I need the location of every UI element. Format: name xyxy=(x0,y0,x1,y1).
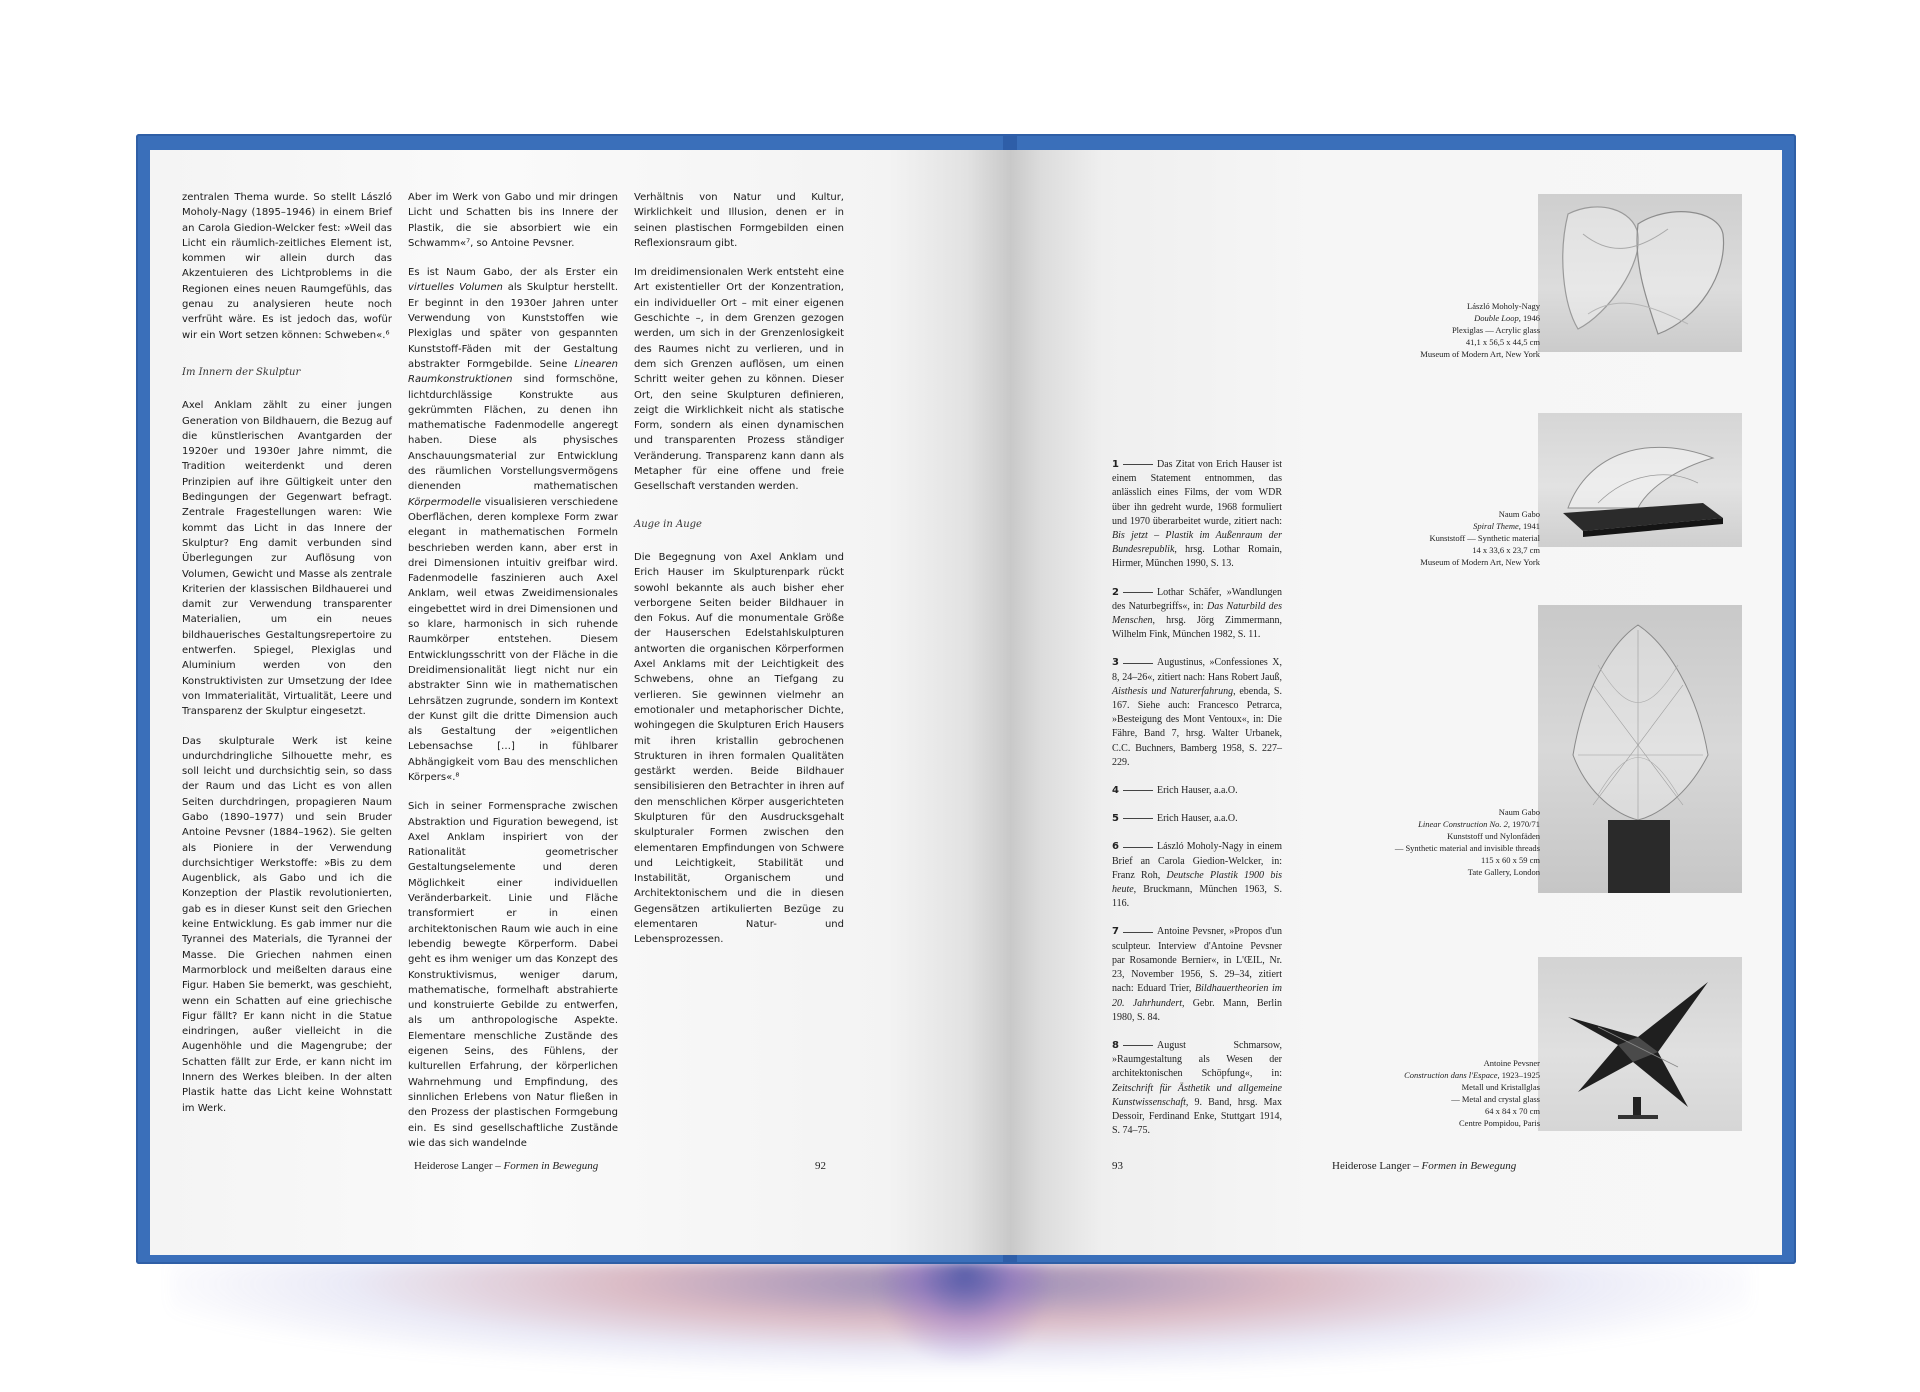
emphasis: Körpermodelle xyxy=(408,496,482,508)
note-number: 8 xyxy=(1112,1039,1119,1051)
caption-year: , 1946 xyxy=(1518,313,1540,323)
running-footer xyxy=(1332,1160,1516,1172)
caption-line: — Synthetic material and invisible threads xyxy=(1394,843,1540,853)
note-text: , Bruckmann, München 1963, S. 116. xyxy=(1112,884,1282,910)
note-text: , Gebr. Mann, Berlin 1980, S. 84. xyxy=(1112,997,1282,1023)
page-number: 93 xyxy=(1112,1160,1123,1172)
paragraph: Axel Anklam zählt zu einer jungen Generation von Bildhauern, die Bezug auf die künstlerischen Avantgarden der 1920er und 1930er Jahre nimmt, die Tradition weiterdenkt und deren Prinzipien auf ihre Gültigkeit unter den Bedingungen der Gegenwart befragt. Zentrale Fragestellungen waren: Wie kommt das Licht in das Innere der Skulptur? Eng damit verbunden sind Überlegungen zur Auflösung von Volumen, Gewicht und Masse als zentrale Kriterien der klassischen Bildhauerei und damit zur Verwendung transparenter Materialien, um ein neues bildhauerisches Gestaltungsrepertoire zu entwerfen. Spiegel, Plexiglas und Aluminium werden von den Konstruktivisten zur Umsetzung der Idee von Immaterialität, Virtualität, Leere und Transparenz der Skulptur eingesetzt. xyxy=(182,400,392,718)
sculpture-illustration xyxy=(1538,194,1742,352)
emphasis: virtuelles Volumen xyxy=(408,282,503,294)
footer-separator: – xyxy=(492,1160,504,1172)
section-heading: Auge in Auge xyxy=(634,518,702,530)
left-page xyxy=(150,150,1010,1255)
note-text: , 9. Band, hrsg. Max Dessoir, Ferdinand Enke, Stuttgart 1914, S. 74–75. xyxy=(1112,1096,1282,1137)
emphasis: Linearen Raumkonstruktionen xyxy=(408,358,618,386)
paragraph: Die Begegnung von Axel Anklam und Erich Hauser im Skulpturenpark rückt sowohl bekannte als auch bisher eher verborgene Seiten beider Bildhauer in den Fokus. Auf die monumentale Größe der Hauserschen Edelstahlskulpturen antworten die organischen Körperformen Axel Anklams mit der Leichtigkeit des Schwebens, ohne an Tiefgang zu verlieren. Sie gewinnen vielmehr an emotionaler und metaphorischer Dichte, wohingegen die Skulpturen Erich Hausers mit ihren kristallin gebrochenen Strukturen in ihren formalen Qualitäten gestärkt werden. Beide Bildhauer sensibilisieren den Betrachter in ihren auf den menschlichen Körper ausgerichteten Skulpturen für den Ausdrucksgehalt skulpturaler Formen zwischen den elementaren Empfindungen von Schwere und Leichtigkeit, Stabilität und Instabilität, Organischem und Architektonischem und die in diesen Gegensätzen artikulierten Bezüge zu elementaren Natur- und Lebensprozessen. xyxy=(634,551,844,946)
note-number: 2 xyxy=(1112,586,1119,598)
caption-line: Kunststoff — Synthetic material xyxy=(1429,533,1540,543)
figure-caption xyxy=(1380,508,1540,568)
sculpture-illustration xyxy=(1538,957,1742,1131)
note-title: Bis jetzt – Plastik im Außenraum der Bundesrepublik xyxy=(1112,530,1282,556)
note-title: Aisthesis und Naturerfahrung xyxy=(1112,685,1234,697)
running-footer xyxy=(414,1160,598,1172)
footer-title: Formen in Bewegung xyxy=(1421,1160,1517,1172)
note-dash xyxy=(1123,1045,1153,1046)
section-heading: Im Innern der Skulptur xyxy=(182,366,301,378)
sculpture-photo-linear-construction xyxy=(1538,605,1742,893)
note-number: 1 xyxy=(1112,459,1119,470)
note-text: Das Zitat von Erich Hauser ist einem Statement entnommen, das anlässlich eines Films, der vom WDR über ihn gedreht wurde, 1968 formuliert und 1970 überarbeitet wurde, zitiert nach: xyxy=(1112,459,1282,527)
note-dash xyxy=(1123,663,1153,664)
caption-line: Kunststoff und Nylonfäden xyxy=(1447,831,1540,841)
note-title: Deutsche Plastik 1900 bis heute xyxy=(1112,869,1282,896)
right-page xyxy=(1010,150,1782,1255)
text-column-3 xyxy=(634,190,844,962)
figure-caption xyxy=(1380,1057,1540,1129)
caption-line: 64 x 84 x 70 cm xyxy=(1484,1106,1540,1116)
figure-caption xyxy=(1380,300,1540,360)
note-title: Das Naturbild des Menschen xyxy=(1112,600,1283,627)
caption-line: Metall und Kristallglas xyxy=(1461,1082,1540,1092)
footer-author: Heiderose Langer xyxy=(414,1160,493,1172)
sculpture-photo-double-loop xyxy=(1538,194,1742,352)
text-column-2 xyxy=(408,190,618,1165)
caption-title: Spiral Theme xyxy=(1473,521,1519,531)
endnote xyxy=(1112,812,1282,826)
note-number: 3 xyxy=(1112,657,1119,669)
page-number: 92 xyxy=(815,1160,826,1172)
note-dash xyxy=(1123,932,1153,933)
endnotes xyxy=(1112,458,1282,1152)
caption-line: Museum of Modern Art, New York xyxy=(1420,349,1540,359)
paragraph: zentralen Thema wurde. So stellt László Moholy-Nagy (1895–1946) in einem Brief an Carola Giedion-Welcker fest: »Weil das Licht ein räumlich-zeitliches Element ist, kommen wir allein durch das Akzentuieren des Lichtproblems in die Regionen eines neuen Raumgefühls, das genau zu analysieren heute noch verfrüht wäre. Es ist jedoch das, wofür wir ein Wort setzen können: Schweben«.⁶ xyxy=(182,192,392,341)
note-dash xyxy=(1123,847,1153,848)
note-text: Lothar Schäfer, »Wandlungen des Naturbegriffs«, in: xyxy=(1112,586,1282,612)
caption-line: 41,1 x 56,5 x 44,5 cm xyxy=(1465,337,1540,347)
note-text: , hrsg. Jörg Zimmermann, Wilhelm Fink, München 1982, S. 11. xyxy=(1112,615,1282,641)
caption-line: Plexiglas — Acrylic glass xyxy=(1451,325,1540,335)
text-run: sind formschöne, lichtdurchlässige Konstrukte aus gekrümmten Flächen, zu denen ihn mathematische Fadenmodelle angeregt haben. Diese als physisches Anschauungsmaterial zur Entwicklung des räumlichen Vorstellungsvermögens dienenden mathematischen xyxy=(408,374,618,493)
paragraph: Das skulpturale Werk ist keine undurchdringliche Silhouette mehr, es soll leicht und durchsichtig sein, so dass der Raum und das Licht es von allen Seiten durchdringen, propagieren Naum Gabo (1890–1977) und sein Bruder Antoine Pevsner (1884–1962). Sie gelten als Pioniere in der Verwendung durchsichtiger Werkstoffe: »Bis zu dem Augenblick, als Gabo und ich die Konzeption der Plastik revolutionierten, gab es in dieser Kunst seit den Griechen keine Entwicklung. Es gab immer nur die Tyrannei des Materials, die Tyrannei der Masse. Die Griechen nahmen einen Marmorblock und meißelten daraus eine Figur. Haben Sie bemerkt, was geschieht, wenn ein Schatten auf eine griechische Figur fällt? Er kann nicht in die Statue eindringen, außer vielleicht in die Augenhöhle und die Magengrube; der Schatten fällt zur Erde, er kann nicht im Innern des Werkes bleiben. In der alten Plastik hatte das Licht keine Wohnstatt im Werk. xyxy=(182,735,392,1114)
text-column-1 xyxy=(182,190,392,1130)
caption-title: Double Loop xyxy=(1474,313,1519,323)
paragraph xyxy=(408,265,618,785)
caption-year: , 1941 xyxy=(1518,521,1540,531)
note-number: 7 xyxy=(1112,926,1119,938)
note-number: 6 xyxy=(1112,841,1119,853)
note-title: Bildhauertheorien im 20. Jahrhundert xyxy=(1112,983,1282,1009)
caption-artist: Naum Gabo xyxy=(1498,807,1540,817)
note-dash xyxy=(1123,790,1153,791)
footer-author: Heiderose Langer xyxy=(1332,1160,1411,1172)
endnote xyxy=(1112,840,1282,911)
note-dash xyxy=(1123,592,1153,593)
paragraph: Im dreidimensionalen Werk entsteht eine Art existentieller Ort der Konzentration, ein individueller Ort – mit einer eigenen Geschichte –, in dem Grenzen gezogen werden, um sich in der Grenzenlosigkeit des Raumes nicht zu verlieren, und in dem sich Grenzen auflösen, um einen Schritt weiter gehen zu können. Dieser Ort, den seine Skulpturen definieren, zeigt die Wirklichkeit nicht als statische Form, sondern als einen dynamischen und transparenten Prozess ständiger Veränderung. Transparenz kann dann als Metapher für eine offene und freie Gesellschaft verstanden werden. xyxy=(634,267,844,493)
note-text: Erich Hauser, a.a.O. xyxy=(1156,785,1238,797)
footer-separator: – xyxy=(1410,1160,1422,1172)
caption-title: Construction dans l'Espace xyxy=(1404,1070,1498,1080)
note-text: August Schmarsow, »Raumgestaltung als Wesen der architektonischen Schöpfung«, in: xyxy=(1112,1039,1282,1080)
caption-line: 115 x 60 x 59 cm xyxy=(1481,855,1540,865)
note-title: Zeitschrift für Ästhetik und allgemeine Kunstwissenschaft xyxy=(1112,1082,1282,1108)
footer-title: Formen in Bewegung xyxy=(503,1160,599,1172)
endnote xyxy=(1112,656,1282,770)
figure-caption xyxy=(1380,806,1540,878)
note-text: , ebenda, S. 167. Siehe auch: Francesco Petrarca, »Besteigung des Mont Ventoux«, in: Die Fähre, Band 7, hrsg. Walter Urbanek, C.C. Buchners, Bamberg 1958, S. 227–229. xyxy=(1112,685,1282,768)
text-run: visualisieren verschiedene Oberflächen, deren komplexe Form zwar elegant in mathematischen Formeln beschrieben werden kann, aber erst in drei Dimensionen intuitiv greifbar wird. Fadenmodelle faszinieren auch Axel Anklam, weil etwas Zweidimensionales eingebettet wird in drei Dimensionen und so klare, harmonisch in sich ruhende Raumkörper entstehen. Diesem Entwicklungsschritt von der Fläche in die Dreidimensionalität liegt nicht nur ein abstrakter Sinn wie in mathematischen Lehrsätzen zugrunde, sondern im Kontext der Kunst gilt die dritte Dimension auch als Gestaltung der »eigentlichen Lebensachse […] in fühlbarer Abhängigkeit vom Bau des menschlichen Körpers«.⁸ xyxy=(408,496,618,783)
caption-artist: Naum Gabo xyxy=(1498,509,1540,519)
caption-line: Museum of Modern Art, New York xyxy=(1420,557,1540,567)
endnote xyxy=(1112,586,1282,643)
note-dash xyxy=(1123,818,1153,819)
caption-line: Centre Pompidou, Paris xyxy=(1459,1118,1540,1128)
caption-year: , 1923–1925 xyxy=(1497,1070,1540,1080)
text-run: Es ist Naum Gabo, der als Erster ein xyxy=(408,267,618,279)
note-number: 5 xyxy=(1112,813,1119,825)
note-text: , hrsg. Lothar Romain, Hirmer, München 1990, S. 13. xyxy=(1112,544,1282,570)
note-number: 4 xyxy=(1112,785,1119,797)
sculpture-illustration xyxy=(1538,413,1742,547)
paragraph: Verhältnis von Natur und Kultur, Wirklichkeit und Illusion, denen er in seinen plastischen Formgebilden einen Reflexionsraum gibt. xyxy=(634,192,844,249)
text-run: als Skulptur herstellt. Er beginnt in den 1930er Jahren unter Verwendung von Kunststoffen wie Plexiglas und später von gespannten Kunststoff-Fäden mit der Gestaltung abstrakter Formgebilde. Seine xyxy=(408,282,618,370)
note-text: Augustinus, »Confessiones X, 8, 24–26«, zitiert nach: Hans Robert Jauß, xyxy=(1112,657,1282,683)
caption-year: , 1970/71 xyxy=(1507,819,1540,829)
caption-line: — Metal and crystal glass xyxy=(1451,1094,1540,1104)
paragraph: Sich in seiner Formensprache zwischen Abstraktion und Figuration bewegend, ist Axel Anklam inspiriert von der Rationalität geometrischer Gestaltungselemente und deren Möglichkeit einer individuellen Veränderbarkeit. Linie und Fläche transformiert er in einen architektonischen Raum wie auch in eine lebendig bewegte Körperform. Dabei geht es ihm weniger um das Konzept des Konstruktivismus, weniger darum, mathematische, formelhaft abstrahierte und konstruierte Gebilde zu entwerfen, als um anthropologische Aspekte. Elementare menschliche Zustände des eigenen Seins, des Fühlens, der kulturellen Erfahrung, der körperlichen Wahrnehmung und Empfindung, des sinnlichen Erlebens von Natur fließen in den Prozess der plastischen Formgebung ein. Es sind gesellschaftliche Zustände wie das sich wandelnde xyxy=(408,801,618,1149)
note-text: Antoine Pevsner, »Propos d'un sculpteur. Interview d'Antoine Pevsner par Rosamonde Bernier«, in L'ŒIL, Nr. 23, November 1956, S. 29–34, zitiert nach: Eduard Trier, xyxy=(1112,926,1282,995)
endnote xyxy=(1112,784,1282,798)
endnote xyxy=(1112,1039,1282,1138)
endnote xyxy=(1112,458,1282,572)
note-dash xyxy=(1123,464,1153,465)
caption-artist: László Moholy-Nagy xyxy=(1467,301,1540,311)
book-shadow-spine xyxy=(880,1262,1050,1362)
caption-line: 14 x 33,6 x 23,7 cm xyxy=(1472,545,1540,555)
sculpture-photo-spiral-theme xyxy=(1538,413,1742,547)
sculpture-illustration xyxy=(1538,605,1742,893)
note-text: László Moholy-Nagy in einem Brief an Carola Giedion-Welcker, in: Franz Roh, xyxy=(1112,841,1282,881)
endnote xyxy=(1112,925,1282,1024)
caption-artist: Antoine Pevsner xyxy=(1483,1058,1540,1068)
paragraph: Aber im Werk von Gabo und mir dringen Licht und Schatten bis ins Innere der Plastik, die sie absorbiert wie ein Schwamm«⁷, so Antoine Pevsner. xyxy=(408,192,618,249)
note-text: Erich Hauser, a.a.O. xyxy=(1156,813,1238,825)
caption-title: Linear Construction No. 2 xyxy=(1418,819,1508,829)
sculpture-photo-construction-espace xyxy=(1538,957,1742,1131)
caption-line: Tate Gallery, London xyxy=(1467,867,1540,877)
